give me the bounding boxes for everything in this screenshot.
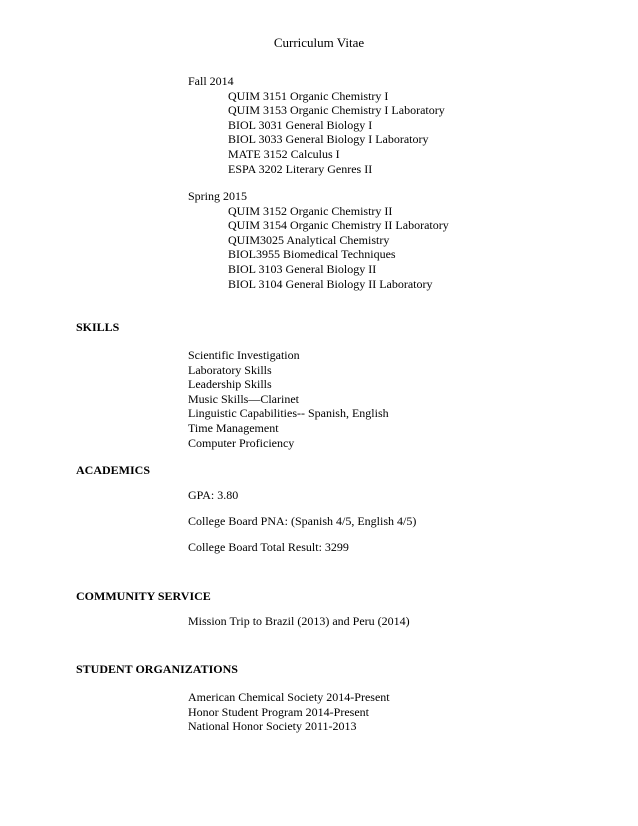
course-item: BIOL 3104 General Biology II Laboratory bbox=[228, 276, 433, 291]
course-item: QUIM 3151 Organic Chemistry I bbox=[228, 88, 389, 103]
skill-item: Music Skills—Clarinet bbox=[188, 391, 299, 406]
section-heading-student-organizations: STUDENT ORGANIZATIONS bbox=[76, 662, 238, 676]
course-item: ESPA 3202 Literary Genres II bbox=[228, 161, 373, 176]
course-item: BIOL 3103 General Biology II bbox=[228, 261, 377, 276]
semester-block-fall bbox=[188, 74, 445, 176]
course-item: BIOL3955 Biomedical Techniques bbox=[228, 247, 396, 262]
course-item: BIOL 3031 General Biology I bbox=[228, 117, 373, 132]
course-list bbox=[188, 89, 445, 177]
course-list bbox=[188, 204, 449, 292]
community-service-item: Mission Trip to Brazil (2013) and Peru (2014) bbox=[188, 614, 410, 628]
course-item: QUIM3025 Analytical Chemistry bbox=[228, 232, 390, 247]
skills-list bbox=[188, 348, 389, 450]
academic-item-gpa: GPA: 3.80 bbox=[188, 488, 239, 502]
skill-item: Leadership Skills bbox=[188, 377, 272, 392]
skill-item: Time Management bbox=[188, 420, 279, 435]
academic-item-total: College Board Total Result: 3299 bbox=[188, 540, 349, 554]
section-heading-community-service: COMMUNITY SERVICE bbox=[76, 589, 211, 603]
semester-title: Spring 2015 bbox=[188, 189, 248, 203]
skill-item: Linguistic Capabilities-- Spanish, English bbox=[188, 406, 389, 421]
semester-title: Fall 2014 bbox=[188, 74, 234, 88]
course-item: BIOL 3033 General Biology I Laboratory bbox=[228, 132, 429, 147]
section-heading-academics: ACADEMICS bbox=[76, 463, 151, 477]
organization-item: National Honor Society 2011-2013 bbox=[188, 719, 357, 734]
course-item: MATE 3152 Calculus I bbox=[228, 146, 340, 161]
skill-item: Computer Proficiency bbox=[188, 435, 295, 450]
section-heading-skills: SKILLS bbox=[76, 320, 120, 334]
course-item: QUIM 3152 Organic Chemistry II bbox=[228, 203, 393, 218]
skill-item: Laboratory Skills bbox=[188, 362, 272, 377]
page-title: Curriculum Vitae bbox=[273, 35, 365, 50]
semester-block-spring bbox=[188, 189, 449, 291]
course-item: QUIM 3153 Organic Chemistry I Laboratory bbox=[228, 103, 445, 118]
organizations-list bbox=[188, 690, 390, 734]
academic-item-pna: College Board PNA: (Spanish 4/5, English 4/5) bbox=[188, 514, 417, 528]
organization-item: American Chemical Society 2014-Present bbox=[188, 690, 390, 704]
organization-item: Honor Student Program 2014-Present bbox=[188, 704, 369, 719]
skill-item: Scientific Investigation bbox=[188, 348, 300, 362]
course-item: QUIM 3154 Organic Chemistry II Laboratory bbox=[228, 218, 449, 233]
